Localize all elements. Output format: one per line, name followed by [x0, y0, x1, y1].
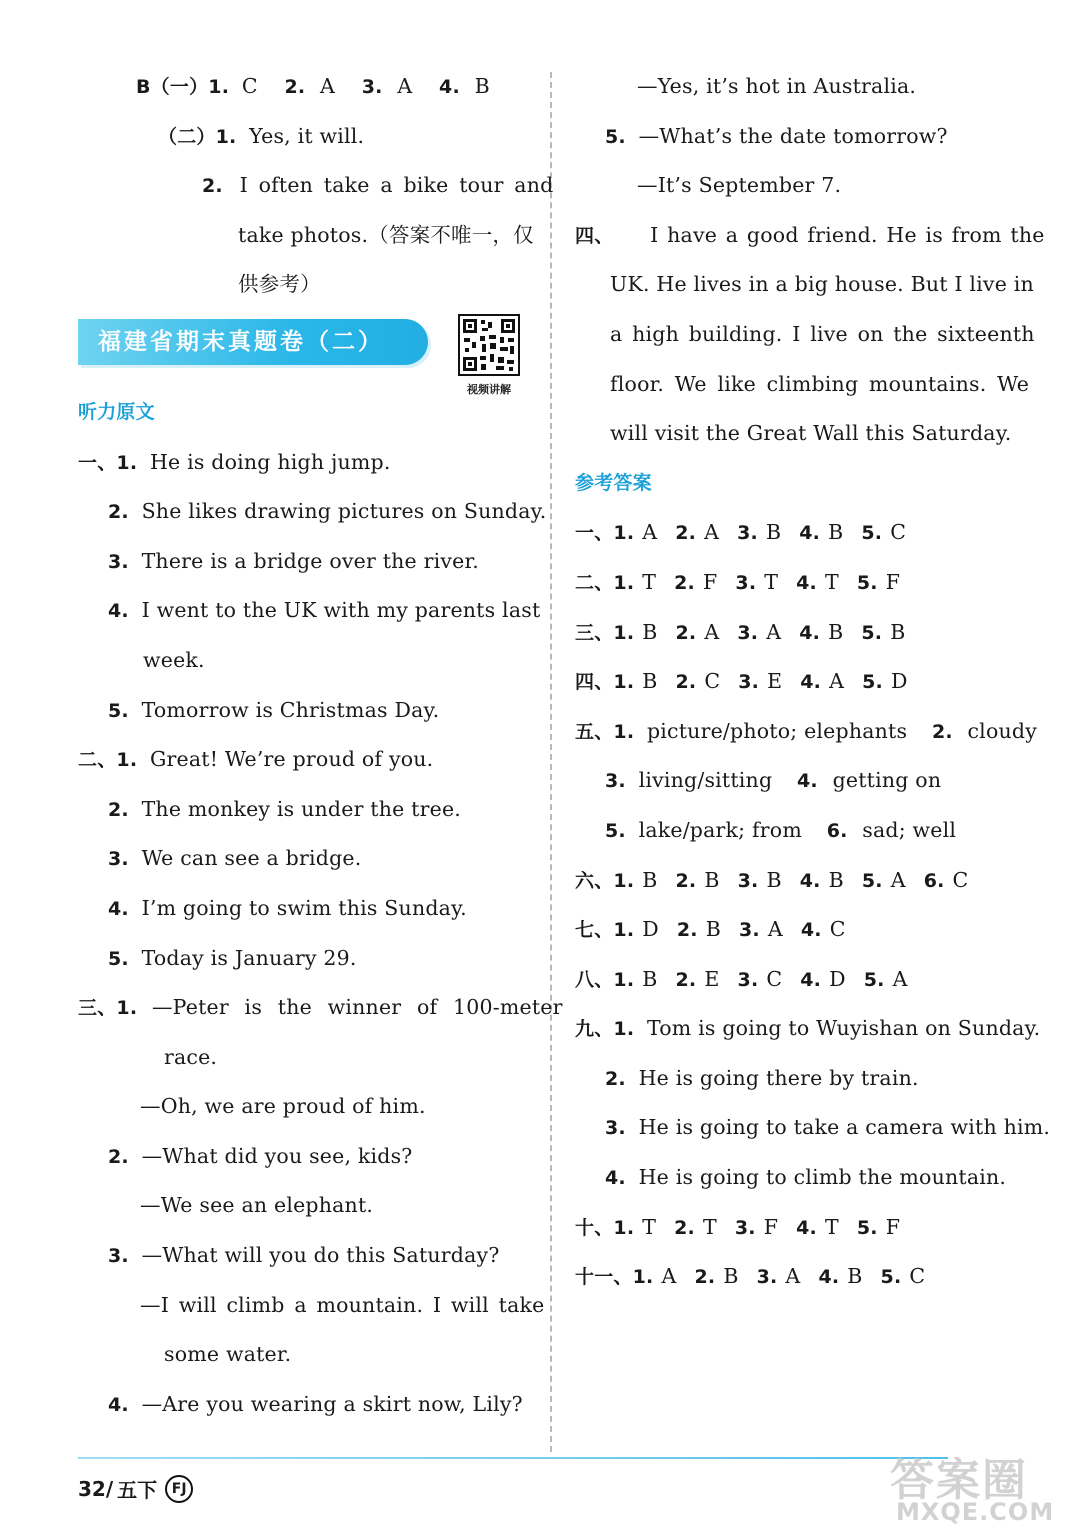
answers-b-item-answer: B	[704, 867, 720, 892]
answers-a-row-label: 一、	[575, 522, 614, 545]
r-s5-row3	[575, 806, 1030, 856]
l-s2-q1	[78, 735, 528, 785]
r-s5-row1	[575, 707, 1037, 757]
answers-a-item-answer: A	[829, 669, 845, 694]
l-s3-q2-num: 2.	[108, 1145, 129, 1168]
answers-b-item-answer: A	[890, 867, 906, 892]
r-s5-n5: 5.	[605, 819, 626, 842]
r-s5-t4: getting on	[832, 768, 942, 793]
l-s2-q5	[78, 934, 528, 984]
l-s3-q2	[78, 1132, 528, 1182]
l-s3-q3-b2: some water.	[164, 1342, 292, 1367]
r-s4-row1	[575, 211, 1045, 261]
r-s9-n1: 1.	[613, 1018, 635, 1041]
answers-a-item-answer: B	[765, 520, 782, 545]
qr-caption: 视频讲解	[467, 382, 511, 396]
r-s9-row3	[575, 1103, 1051, 1153]
b-part1-ans-3: A	[397, 74, 413, 98]
l-s1-label: 一、	[78, 451, 117, 474]
answers-b-item-answer: B	[642, 867, 658, 892]
page-number: 32/	[78, 1476, 114, 1501]
r-s5-row2	[575, 756, 1030, 806]
l-s1-q2	[78, 487, 547, 537]
r-s5-n4: 4.	[797, 770, 818, 793]
l-s1-q1-text: He is doing high jump.	[149, 449, 391, 474]
exam-title-banner: 福建省期末真题卷（二）	[78, 319, 428, 365]
answers-a-item-answer: B	[828, 619, 844, 644]
r-s5-n3: 3.	[605, 770, 626, 793]
l-s2-q5-num: 5.	[108, 947, 129, 970]
answers-c-item-answer: F	[885, 1214, 901, 1239]
r-s5-t5: lake/park; from	[638, 817, 802, 842]
r-s4-line4: floor. We like climbing mountains. We	[610, 371, 1030, 396]
l-s2-q1-num: 1.	[116, 749, 138, 772]
b-part1-ans-2: A	[320, 74, 336, 98]
r-s9-row4	[575, 1153, 1030, 1203]
answers-b-item-answer: A	[767, 917, 783, 942]
answers-a-item-answer: T	[824, 569, 839, 594]
answers-a-item-answer: B	[642, 669, 658, 694]
answers-c-item-answer: A	[785, 1264, 801, 1289]
answers-a-item-answer: B	[890, 619, 906, 644]
answers-a-item-number: 4.	[796, 571, 817, 594]
b-part1-row	[78, 62, 528, 112]
answers-a-item-answer: C	[704, 669, 721, 694]
answers-b-item-answer: C	[829, 917, 846, 942]
answers-block-2	[575, 856, 1030, 1005]
answers-a-row-3	[575, 608, 1030, 658]
answers-c-item-number: 5.	[856, 1216, 878, 1239]
r-s4-line3: a high building. I live on the sixteenth	[610, 321, 1035, 346]
l-s1-q3	[78, 537, 528, 587]
answers-c-item-number: 1.	[613, 1216, 635, 1239]
l-s1-q4-text2: week.	[143, 647, 205, 672]
answers-c-item-number: 5.	[880, 1266, 902, 1289]
l-s1-q1-num: 1.	[116, 451, 138, 474]
r-s4-line1: I have a good friend. He is from the	[650, 222, 1045, 247]
l-s2-q5-text: Today is January 29.	[141, 945, 357, 970]
answers-a-item-answer: D	[890, 669, 908, 694]
answers-c-row-label: 十、	[575, 1216, 614, 1239]
l-s1-q4	[78, 586, 541, 636]
l-s3-q1-a2: race.	[164, 1044, 218, 1069]
answers-b-item-number: 1.	[613, 968, 635, 991]
answers-c-item-answer: T	[642, 1214, 657, 1239]
l-s2-q4	[78, 884, 528, 934]
answers-a-item-number: 1.	[613, 621, 635, 644]
answers-b-item-answer: A	[892, 966, 908, 991]
answers-a-item-number: 2.	[675, 522, 697, 545]
r-s9-n2: 2.	[605, 1067, 626, 1090]
answers-b-item-answer: B	[642, 966, 658, 991]
answers-c-item-number: 2.	[674, 1216, 695, 1239]
answers-a-item-answer: A	[642, 520, 658, 545]
answers-a-item-number: 3.	[737, 621, 759, 644]
page-footer	[78, 1474, 193, 1503]
answers-b-row-label: 六、	[575, 869, 614, 892]
r-s5-n6: 6.	[826, 819, 848, 842]
l-s3-q3-a: —What will you do this Saturday?	[141, 1243, 500, 1268]
answers-a-item-number: 5.	[861, 522, 883, 545]
answers-b-item-answer: C	[952, 867, 969, 892]
r-s9-t1: Tom is going to Wuyishan on Sunday.	[646, 1016, 1041, 1041]
r-s9-t3: He is going to take a camera with him.	[638, 1115, 1051, 1140]
answers-b-item-number: 5.	[863, 968, 885, 991]
answers-a-item-answer: A	[766, 619, 782, 644]
answers-b-row-1	[575, 856, 1030, 906]
l-s3-label: 三、	[78, 997, 117, 1020]
l-s1-q3-text: There is a bridge over the river.	[141, 548, 479, 573]
b-part2-q2-line1: I often take a bike tour and	[239, 173, 554, 198]
r-s9-n4: 4.	[605, 1167, 626, 1190]
answers-a-item-answer: B	[828, 520, 844, 545]
l-s3-q3-num: 3.	[108, 1245, 129, 1268]
answers-b-item-number: 2.	[675, 968, 697, 991]
r-s5-t3: living/sitting	[638, 768, 773, 793]
answers-c-item-number: 3.	[756, 1266, 778, 1289]
answers-a-row-4	[575, 657, 1030, 707]
l-s2-q2-num: 2.	[108, 798, 129, 821]
l-s2-q4-text: I’m going to swim this Sunday.	[141, 895, 467, 920]
r-s3-q5-b: —It’s September 7.	[637, 173, 842, 198]
answers-title: 参考答案	[575, 471, 652, 494]
b-part1-ans-4: B	[474, 74, 490, 98]
r-s4-label: 四、	[575, 224, 614, 247]
answers-a-item-number: 3.	[737, 522, 758, 545]
l-s3-q1	[78, 983, 563, 1033]
answers-a-item-number: 4.	[800, 671, 822, 694]
answers-b-item-number: 3.	[737, 968, 759, 991]
r-s3-q5-num: 5.	[605, 125, 626, 148]
l-s1-q1	[78, 438, 528, 488]
b-part1-ans-1: C	[241, 74, 258, 98]
b-part2-q2-num: 2.	[202, 175, 223, 198]
answers-c-item-answer: A	[661, 1264, 677, 1289]
l-s3-q1-b: —Oh, we are proud of him.	[140, 1094, 426, 1119]
answers-b-item-number: 4.	[799, 869, 821, 892]
r-s4-line5: will visit the Great Wall this Saturday.	[610, 421, 1012, 446]
r-s5-n2: 2.	[931, 720, 953, 743]
r-s9-label: 九、	[575, 1018, 614, 1041]
answers-a-item-number: 3.	[738, 671, 760, 694]
l-s3-q1-a: —Peter is the winner of 100-meter	[151, 995, 563, 1020]
answers-a-row-label: 三、	[575, 621, 614, 644]
answers-c-item-number: 3.	[734, 1216, 756, 1239]
b-part2-label: （二）1.	[158, 125, 237, 148]
answers-b-item-answer: C	[766, 966, 783, 991]
answers-a-item-number: 5.	[861, 621, 883, 644]
answers-b-item-number: 1.	[613, 919, 635, 942]
l-s3-q2-a: —What did you see, kids?	[141, 1143, 413, 1168]
answers-a-row-1	[575, 508, 1030, 558]
answers-a-item-answer: A	[704, 619, 720, 644]
answers-b-item-answer: B	[705, 917, 721, 942]
l-s1-q4-text: I went to the UK with my parents last	[141, 598, 541, 623]
answers-c-item-answer: C	[909, 1264, 926, 1289]
l-s3-q4-a: —Are you wearing a skirt now, Lily?	[141, 1391, 523, 1416]
answers-b-item-number: 4.	[800, 968, 822, 991]
answers-b-item-number: 1.	[613, 869, 635, 892]
answers-b-item-answer: B	[828, 867, 844, 892]
watermark-logo: 答案圈	[890, 1455, 1028, 1506]
answers-block-1	[575, 508, 1030, 706]
b-part2-row1	[78, 112, 528, 162]
r-s3-q5	[575, 112, 1030, 162]
answers-b-item-answer: D	[829, 966, 846, 991]
answers-b-item-number: 4.	[800, 919, 822, 942]
answers-a-item-answer: T	[642, 569, 657, 594]
b-part1-label: B（一）1.	[136, 76, 230, 98]
l-s3-q2-b: —We see an elephant.	[140, 1193, 374, 1218]
b-part1-num-3: 3.	[361, 76, 383, 98]
answers-a-item-number: 2.	[675, 671, 697, 694]
l-s3-q3-b: —I will climb a mountain. I will take	[140, 1292, 545, 1317]
answers-a-item-answer: B	[642, 619, 658, 644]
answers-c-item-number: 2.	[694, 1266, 716, 1289]
answers-a-item-answer: T	[764, 569, 779, 594]
answers-b-item-number: 2.	[676, 919, 698, 942]
right-column	[575, 62, 1051, 1302]
l-s2-q3-text: We can see a bridge.	[141, 846, 362, 871]
answers-b-item-number: 2.	[675, 869, 697, 892]
section-banner-row	[78, 310, 528, 409]
answers-a-row-label: 四、	[575, 671, 614, 694]
answers-a-item-number: 1.	[613, 571, 635, 594]
r-s9-t4: He is going to climb the mountain.	[638, 1165, 1007, 1190]
l-s3-q4	[78, 1380, 528, 1430]
edition-badge: FJ	[165, 1475, 193, 1503]
b-part1-num-4: 4.	[439, 76, 460, 98]
answers-a-item-number: 4.	[799, 522, 821, 545]
answers-a-item-number: 2.	[674, 571, 695, 594]
answers-a-item-answer: C	[890, 520, 907, 545]
answers-c-item-number: 1.	[632, 1266, 654, 1289]
listening-title: 听力原文	[78, 400, 155, 423]
left-column	[78, 62, 563, 1429]
r-s5-t1: picture/photo; elephants	[646, 718, 908, 743]
answers-a-item-number: 2.	[675, 621, 697, 644]
answers-b-row-label: 七、	[575, 919, 614, 942]
answers-a-item-number: 1.	[613, 671, 635, 694]
r-s9-n3: 3.	[605, 1117, 626, 1140]
r-s9-t2: He is going there by train.	[638, 1065, 919, 1090]
answers-b-item-number: 6.	[923, 869, 945, 892]
answers-a-item-answer: F	[885, 569, 901, 594]
r-s4-line2: UK. He lives in a big house. But I live in	[610, 272, 1034, 297]
b-part2-q2-line2: take photos.（答案不唯一，仅	[238, 222, 534, 247]
b-part2-q2-line3: 供参考）	[238, 272, 321, 297]
answers-c-item-answer: T	[824, 1214, 839, 1239]
answers-c-row-1	[575, 1203, 1030, 1253]
footer-rule	[78, 1457, 948, 1459]
answers-c-row-2	[575, 1252, 1030, 1302]
answers-c-item-number: 4.	[796, 1216, 817, 1239]
l-s3-q3	[78, 1231, 528, 1281]
answers-b-item-number: 3.	[739, 919, 760, 942]
answers-b-item-number: 5.	[861, 869, 883, 892]
r-s9-row2	[575, 1054, 1030, 1104]
answers-c-item-answer: F	[763, 1214, 779, 1239]
l-s1-q3-num: 3.	[108, 550, 129, 573]
answers-c-row-label: 十一、	[575, 1266, 633, 1289]
answers-c-item-answer: T	[702, 1214, 717, 1239]
l-s2-q3-num: 3.	[108, 848, 129, 871]
answers-b-row-2	[575, 905, 1030, 955]
r-s5-n1: 1.	[613, 720, 635, 743]
r-s3-q4-b: —Yes, it’s hot in Australia.	[637, 74, 917, 98]
column-divider	[550, 72, 552, 1452]
answers-a-item-number: 5.	[856, 571, 878, 594]
answers-b-row-3	[575, 955, 1030, 1005]
l-s1-q5	[78, 686, 528, 736]
grade-label: 五下	[117, 1478, 158, 1502]
answers-b-item-answer: D	[642, 917, 659, 942]
answers-b-item-number: 3.	[737, 869, 759, 892]
answers-c-item-answer: B	[847, 1264, 863, 1289]
answers-a-item-answer: E	[767, 669, 783, 694]
l-s2-label: 二、	[78, 749, 117, 772]
answers-b-item-answer: B	[766, 867, 782, 892]
answers-a-item-answer: A	[704, 520, 720, 545]
answers-block-3	[575, 1203, 1030, 1302]
l-s1-q5-num: 5.	[108, 699, 129, 722]
l-s2-q4-num: 4.	[108, 897, 129, 920]
l-s1-q2-num: 2.	[108, 501, 129, 524]
l-s1-q5-text: Tomorrow is Christmas Day.	[141, 697, 440, 722]
answers-a-item-number: 5.	[862, 671, 883, 694]
l-s1-q4-num: 4.	[108, 600, 129, 623]
answers-b-item-answer: E	[704, 966, 720, 991]
answers-a-row-2	[575, 558, 1030, 608]
l-s2-q1-text: Great! We’re proud of you.	[149, 747, 434, 772]
qr-code-icon[interactable]	[458, 314, 520, 376]
r-s5-t6: sad; well	[862, 817, 957, 842]
r-s5-label: 五、	[575, 720, 614, 743]
r-s3-q5-a: —What’s the date tomorrow?	[638, 123, 948, 148]
answers-c-item-number: 4.	[818, 1266, 840, 1289]
l-s2-q2-text: The monkey is under the tree.	[141, 796, 461, 821]
r-s9-row1	[575, 1004, 1041, 1054]
answers-a-item-number: 1.	[613, 522, 635, 545]
b-part1-num-2: 2.	[284, 76, 306, 98]
answers-a-item-number: 4.	[799, 621, 821, 644]
l-s2-q2	[78, 785, 528, 835]
l-s2-q3	[78, 834, 528, 884]
answers-c-item-answer: B	[723, 1264, 739, 1289]
r-s5-t2: cloudy	[967, 718, 1037, 743]
b-part2-q1: Yes, it will.	[249, 123, 365, 148]
watermark-url: MXQE.COM	[896, 1498, 1055, 1526]
answers-a-item-answer: F	[702, 569, 718, 594]
l-s3-q1-num: 1.	[116, 997, 138, 1020]
l-s3-q4-num: 4.	[108, 1393, 129, 1416]
l-s1-q2-text: She likes drawing pictures on Sunday.	[141, 499, 547, 524]
answers-b-row-label: 八、	[575, 968, 614, 991]
b-part2-row2	[78, 161, 554, 211]
answers-a-item-number: 3.	[735, 571, 757, 594]
answers-a-row-label: 二、	[575, 571, 614, 594]
site-watermark	[860, 1440, 1065, 1530]
